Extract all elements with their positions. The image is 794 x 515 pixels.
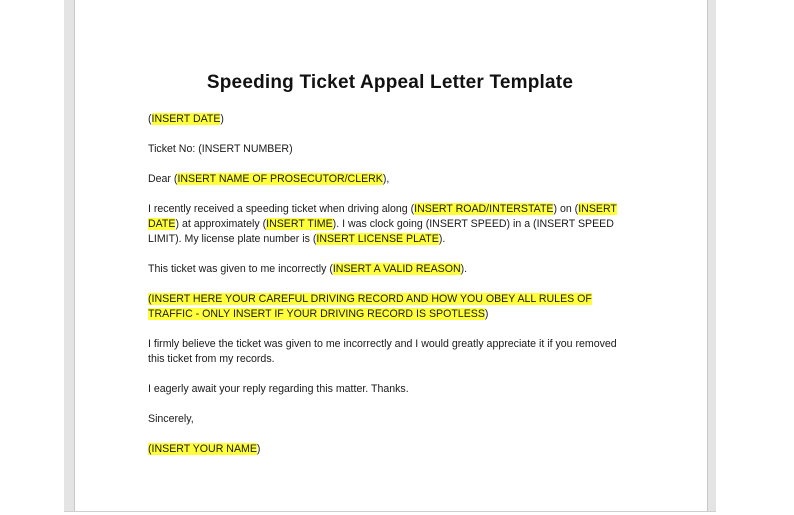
letter-body [148, 112, 626, 472]
salutation: Dear (INSERT NAME OF PROSECUTOR/CLERK), [148, 173, 390, 185]
paragraph-belief: I firmly believe the ticket was given to me incorrectly and I would greatly appreciate it if you removed this ticket from my records. [148, 338, 617, 365]
paragraph-await: I eagerly await your reply regarding this matter. Thanks. [148, 383, 409, 395]
plate-placeholder: INSERT LICENSE PLATE [316, 233, 439, 245]
signature-line: (INSERT YOUR NAME) [148, 443, 261, 455]
date-placeholder: INSERT DATE [151, 113, 221, 125]
name-placeholder: (INSERT YOUR NAME [148, 443, 257, 455]
ticket-line: Ticket No: (INSERT NUMBER) [148, 143, 293, 155]
time-placeholder: INSERT TIME [266, 218, 333, 230]
closing: Sincerely, [148, 413, 194, 425]
paragraph-record: (INSERT HERE YOUR CAREFUL DRIVING RECORD AND HOW YOU OBEY ALL RULES OF TRAFFIC - ONLY INSERT IF YOUR DRIVING RECORD IS SPOTLESS) [148, 293, 592, 320]
date-line: (INSERT DATE) [148, 113, 224, 125]
prosecutor-placeholder: INSERT NAME OF PROSECUTOR/CLERK [177, 173, 383, 185]
record-placeholder: (INSERT HERE YOUR CAREFUL DRIVING RECORD AND HOW YOU OBEY ALL RULES OF TRAFFIC - ONLY INSERT IF YOUR DRIVING RECORD IS SPOTLESS [148, 293, 592, 320]
paragraph-reason: This ticket was given to me incorrectly (INSERT A VALID REASON). [148, 263, 468, 275]
reason-placeholder: INSERT A VALID REASON [332, 263, 461, 275]
date2-placeholder: INSERT DATE [148, 203, 617, 230]
page-bottom-edge [64, 511, 716, 512]
paragraph-incident: I recently received a speeding ticket when driving along (INSERT ROAD/INTERSTATE) on (INSERT DATE) at approximately (INSERT TIME). I was clock going (INSERT SPEED) in a (INSERT SPEED LIMIT). My license plate number is (INSERT LICENSE PLATE). [148, 203, 617, 245]
document-title: Speeding Ticket Appeal Letter Template [206, 72, 574, 93]
road-placeholder: INSERT ROAD/INTERSTATE [414, 203, 554, 215]
